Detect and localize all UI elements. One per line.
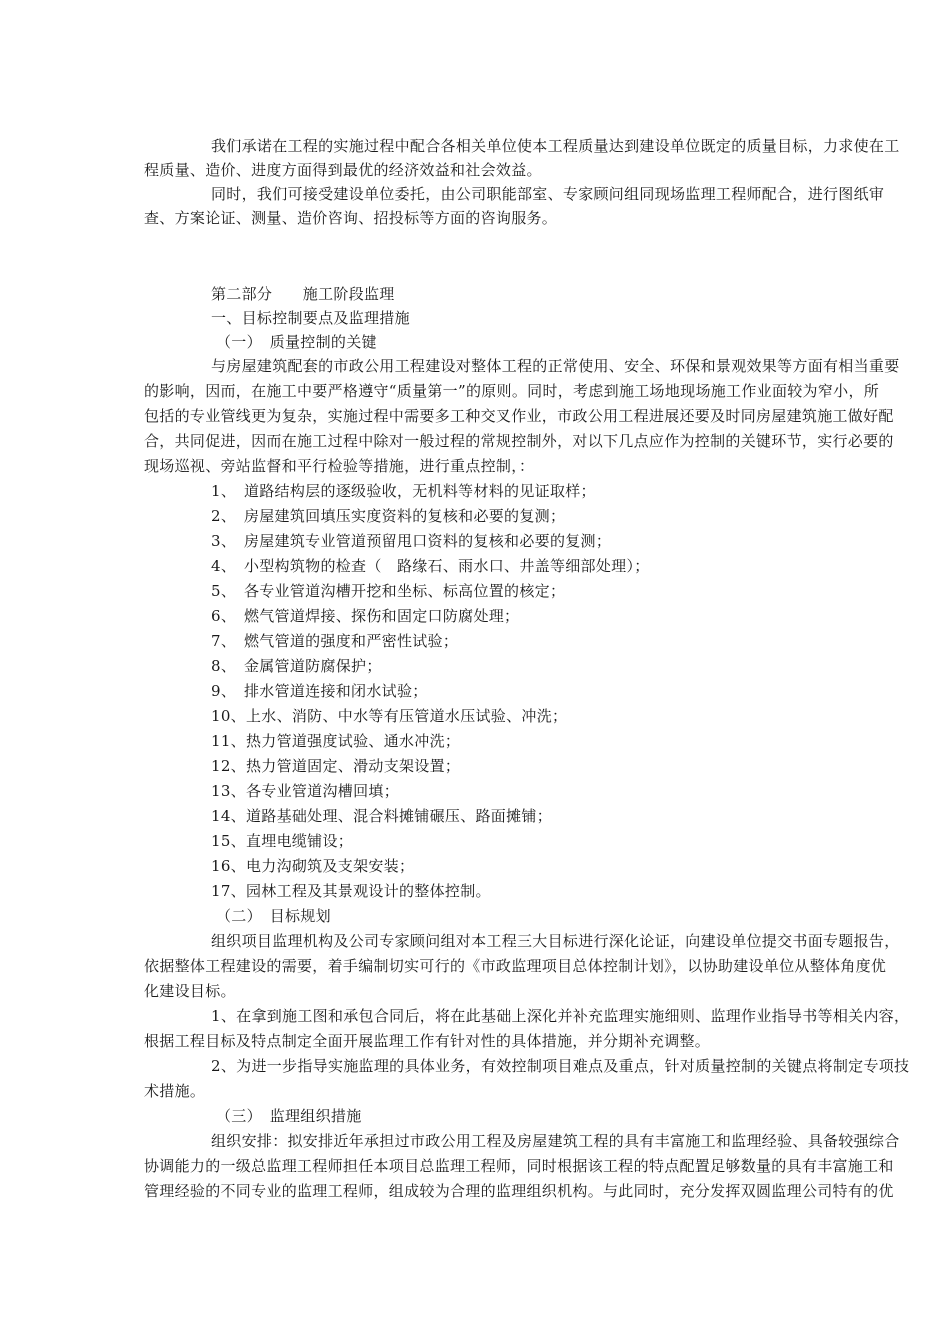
list-item: 11、热力管道强度试验、通水冲洗；	[211, 732, 461, 750]
list-item: 7、 燃气管道的强度和严密性试验；	[211, 632, 459, 650]
section1-heading: 一、目标控制要点及监理措施	[211, 309, 410, 327]
sub1-para-line5: 现场巡视、旁站监督和平行检验等措施，进行重点控制，：	[144, 457, 535, 475]
sub3-title: （三） 监理组织措施	[216, 1107, 362, 1125]
sub2-p1-line1: 组织项目监理机构及公司专家顾问组对本工程三大目标进行深化论证，向建设单位提交书面专题报告，	[211, 932, 900, 950]
sub2-p3-line1: 2、为进一步指导实施监理的具体业务，有效控制项目难点及重点，针对质量控制的关键点将制定专项技	[211, 1057, 910, 1075]
sub2-p1-line2: 依据整体工程建设的需要，着手编制切实可行的《市政监理项目总体控制计划》，以协助建设单位从整体角度优	[144, 957, 887, 975]
list-item: 1、 道路结构层的逐级验收，无机料等材料的见证取样；	[211, 482, 596, 500]
list-item: 15、直埋电缆铺设；	[211, 832, 354, 850]
list-item: 13、各专业管道沟槽回填；	[211, 782, 399, 800]
list-item: 16、电力沟砌筑及支架安装；	[211, 857, 415, 875]
sub3-p1-line1: 组织安排：拟安排近年承担过市政公用工程及房屋建筑工程的具有丰富施工和监理经验、具备较强综合	[211, 1132, 900, 1150]
intro-p2-line1: 同时，我们可接受建设单位委托，由公司职能部室、专家顾问组同现场监理工程师配合，进行图纸审	[211, 185, 885, 203]
part2-heading: 第二部分 施工阶段监理	[211, 285, 395, 303]
list-item: 4、 小型构筑物的检查（ 路缘石、雨水口、井盖等细部处理）；	[211, 557, 650, 575]
list-item: 3、 房屋建筑专业管道预留甩口资料的复核和必要的复测；	[211, 532, 612, 550]
intro-p1-line2: 程质量、造价、进度方面得到最优的经济效益和社会效益。	[144, 161, 542, 179]
list-item: 14、道路基础处理、混合料摊铺碾压、路面摊铺；	[211, 807, 552, 825]
list-item: 12、热力管道固定、滑动支架设置；	[211, 757, 461, 775]
list-item: 6、 燃气管道焊接、探伤和固定口防腐处理；	[211, 607, 520, 625]
list-item: 10、上水、消防、中水等有压管道水压试验、冲洗；	[211, 707, 568, 725]
sub2-p2-line2: 根据工程目标及特点制定全面开展监理工作有针对性的具体措施，并分期补充调整。	[144, 1032, 711, 1050]
list-item: 9、 排水管道连接和闭水试验；	[211, 682, 428, 700]
list-item: 2、 房屋建筑回填压实度资料的复核和必要的复测；	[211, 507, 566, 525]
sub2-title: （二） 目标规划	[216, 907, 331, 925]
sub3-p1-line2: 协调能力的一级总监理工程师担任本项目总监理工程师，同时根据该工程的特点配置足够数量的具有丰富施工和	[144, 1157, 894, 1175]
intro-p2-line2: 查、方案论证、测量、造价咨询、招投标等方面的咨询服务。	[144, 209, 558, 227]
intro-p1-line1: 我们承诺在工程的实施过程中配合各相关单位使本工程质量达到建设单位既定的质量目标，力求使在工	[211, 137, 900, 155]
sub1-para-line4: 合，共同促进，因而在施工过程中除对一般过程的常规控制外，对以下几点应作为控制的关键环节，实行必要的	[144, 432, 894, 450]
sub1-para-line1: 与房屋建筑配套的市政公用工程建设对整体工程的正常使用、安全、环保和景观效果等方面有相当重要	[211, 357, 900, 375]
sub1-para-line3: 包括的专业管线更为复杂，实施过程中需要多工种交叉作业，市政公用工程进展还要及时同房屋建筑施工做好配	[144, 407, 894, 425]
sub3-p1-line3: 管理经验的不同专业的监理工程师，组成较为合理的监理组织机构。与此同时，充分发挥双圆监理公司特有的优	[144, 1182, 894, 1200]
sub2-p2-line1: 1、在拿到施工图和承包合同后，将在此基础上深化并补充监理实施细则、监理作业指导书等相关内容，	[211, 1007, 910, 1025]
list-item: 17、园林工程及其景观设计的整体控制。	[211, 882, 491, 900]
sub1-para-line2: 的影响，因而，在施工中要严格遵守“质量第一”的原则。同时，考虑到施工场地现场施工作业面较为窄小，所	[144, 382, 880, 400]
sub1-title: （一） 质量控制的关键	[216, 333, 377, 351]
list-item: 8、 金属管道防腐保护；	[211, 657, 382, 675]
list-item: 5、 各专业管道沟槽开挖和坐标、标高位置的核定；	[211, 582, 566, 600]
sub2-p3-line2: 术措施。	[144, 1082, 206, 1100]
sub2-p1-line3: 化建设目标。	[144, 982, 236, 1000]
